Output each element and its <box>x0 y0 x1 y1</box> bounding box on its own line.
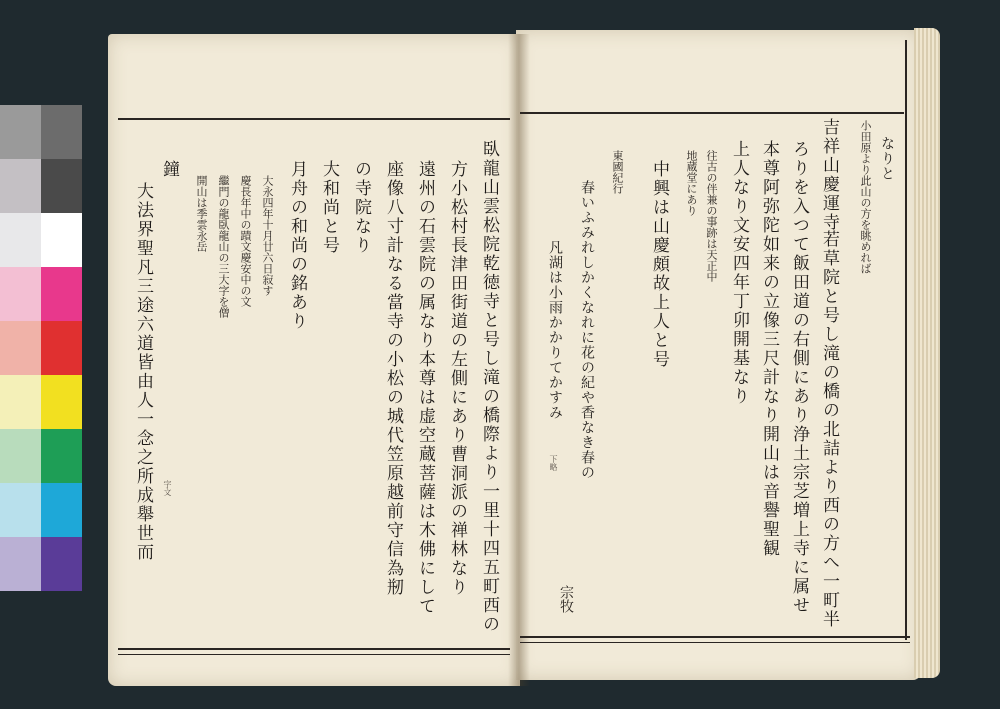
calibration-patch <box>0 429 41 483</box>
right-col-4: 本尊阿弥陀如来の立像三尺計なり開山は音譽聖観 <box>759 140 779 558</box>
left-bottom-rule-2 <box>118 654 510 655</box>
right-note-1: 小田原より此山の方を眺めれば <box>859 120 872 274</box>
left-col-5: の寺院なり <box>351 160 371 255</box>
calibration-patch <box>41 483 82 537</box>
left-gloss: 字文 <box>163 480 172 496</box>
calibration-patch <box>0 537 41 591</box>
page-edges <box>914 28 940 678</box>
calibration-patch <box>41 213 82 267</box>
left-col-8: 鐘 <box>159 160 179 179</box>
left-col-2: 方小松村長津田街道の左側にあり曹洞派の禅林なり <box>447 160 467 597</box>
poem-line-1: 春いふみれしかくなれに花の紀や香なき春の <box>579 180 595 480</box>
left-top-rule <box>118 118 510 120</box>
left-col-1: 臥龍山雲松院乾徳寺と号し滝の橋際より一里十四五町西の <box>479 140 499 634</box>
book-gutter <box>508 34 530 686</box>
left-col-7: 月舟の和尚の銘あり <box>287 160 307 331</box>
calibration-patch <box>41 105 82 159</box>
right-gloss: 下略 <box>549 455 558 471</box>
signature: 宗牧 <box>558 585 574 613</box>
calibration-patch <box>41 375 82 429</box>
right-col-3: ろりを入つて飯田道の右側にあり浄土宗芝増上寺に属せ <box>789 140 809 615</box>
right-col-5: 上人なり文安四年丁卯開基なり <box>729 140 749 406</box>
calibration-patch <box>41 429 82 483</box>
calibration-patch <box>0 213 41 267</box>
calibration-patch <box>0 105 41 159</box>
right-col-6: 中興は山慶頗故上人と号 <box>649 160 669 369</box>
calibration-patch <box>0 375 41 429</box>
left-note-4: 開山は季雲永岳 <box>195 175 208 252</box>
poem-line-2: 凡湖は小雨かかりてかすみ <box>547 240 563 420</box>
right-col-2: 吉祥山慶運寺 <box>819 118 839 232</box>
left-col-9: 大法界聖凡三途六道皆由人一念之所成舉世而 <box>133 182 153 562</box>
calibration-patch <box>0 159 41 213</box>
calibration-patch <box>0 267 41 321</box>
left-col-4: 座像八寸計なる當寺の小松の城代笠原越前守信為剏 <box>383 160 403 597</box>
calibration-patch <box>0 483 41 537</box>
calibration-patch <box>41 321 82 375</box>
left-col-6: 大和尚と号 <box>319 160 339 255</box>
calibration-patch <box>41 537 82 591</box>
left-note-3: 繼門の龍臥龍山の三大字を僧 <box>217 175 230 318</box>
calibration-patch <box>41 159 82 213</box>
poem-title: 東國紀行 <box>611 150 624 194</box>
left-note-1: 大永四年十月廿六日寂す <box>261 175 274 296</box>
calibration-patch <box>41 267 82 321</box>
left-col-3: 遠州の石雲院の属なり本尊は虚空蔵菩薩は木佛にして <box>415 160 435 616</box>
calibration-patch <box>0 321 41 375</box>
right-bottom-rule-2 <box>520 642 910 643</box>
right-bottom-rule <box>520 636 910 638</box>
right-col-2b: 若草院と号し滝の橋の北詰より西の方へ一町半 <box>819 230 839 629</box>
left-bottom-rule <box>118 648 510 650</box>
right-note-3: 地蔵堂にあり <box>685 150 698 216</box>
left-note-2: 慶長年中の蹟文慶安中の文 <box>239 175 252 307</box>
color-calibration-strip <box>0 105 82 595</box>
right-outer-rule <box>905 40 907 640</box>
right-note-2: 往古の伴兼の事跡は天正中 <box>705 150 718 282</box>
right-top-rule <box>520 112 904 114</box>
right-col-1: なりと <box>879 136 895 181</box>
